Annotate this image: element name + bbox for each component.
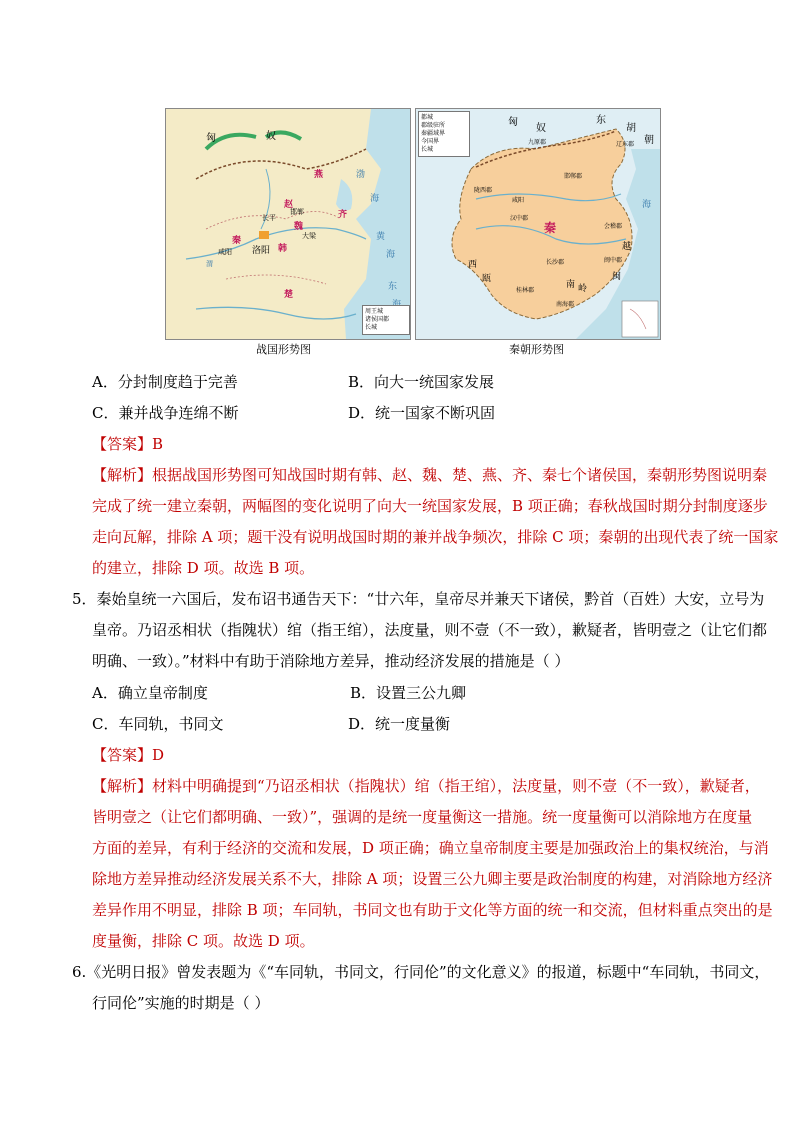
region-qin: 秦 — [544, 221, 557, 235]
label-hanzhong: 汉中郡 — [510, 215, 529, 222]
q5-option-c: C．车同轨，书同文 — [92, 715, 224, 733]
label-changping: 长平 — [262, 214, 276, 222]
sea-hai-2: 海 — [386, 250, 396, 260]
legend-item: 周王城 — [365, 308, 384, 315]
warring-states-legend — [362, 305, 410, 335]
legend-item: 长城 — [365, 324, 378, 331]
region-ou: 瓯 — [482, 274, 492, 284]
q5-stem-line-1: 5．秦始皇统一六国后，发布诏书通告天下：“廿六年，皇帝尽并兼天下诸侯，黔首（百姓）大安，立号为 — [72, 590, 765, 608]
state-han: 韩 — [278, 244, 288, 254]
q5-stem-line-2: 皇帝。乃诏丞相状（指隗状）绾（指王绾），法度量，则不壹（不一致），歉疑者，皆明壹之（让它们都 — [92, 621, 768, 639]
analysis-text: 根据战国形势图可知战国时期有韩、赵、魏、楚、燕、齐、秦七个诸侯国，秦朝形势图说明秦 — [152, 466, 768, 484]
region-nan: 南 — [566, 280, 576, 290]
label-longxi: 陇西郡 — [474, 187, 493, 194]
label-nanhai: 南海郡 — [556, 301, 575, 308]
q5-analysis-line-2: 皆明壹之（让它们都明确、一致）”，强调的是统一度量衡这一措施。统一度量衡可以消除地方在度量 — [92, 808, 753, 826]
state-chu: 楚 — [284, 290, 294, 300]
label-xianyang: 咸阳 — [512, 197, 525, 204]
q5-option-d: D．统一度量衡 — [348, 715, 451, 733]
q4-option-b: B．向大一统国家发展 — [348, 373, 495, 391]
legend-item: 长城 — [421, 146, 434, 153]
q4-option-c: C．兼并战争连绵不断 — [92, 404, 239, 422]
q5-analysis-line-6: 度量衡，排除 C 项。故选 D 项。 — [92, 932, 315, 950]
label-xiongnu-2: 奴 — [266, 131, 276, 142]
analysis-text: 材料中明确提到“乃诏丞相状（指隗状）绾（指王绾），法度量，则不壹（不一致），歉疑者， — [152, 777, 760, 795]
label-xianyang: 咸阳 — [218, 248, 232, 256]
q4-analysis-line-3: 走向瓦解，排除 A 项；题干没有说明战国时期的兼并战争频次，排除 C 项；秦朝的出现代表了统一国家 — [92, 528, 779, 546]
q5-analysis-line-3: 方面的差异，有利于经济的交流和发展，D 项正确；确立皇帝制度主要是加强政治上的集权统治，与消 — [92, 839, 769, 857]
region-hu: 胡 — [626, 123, 636, 134]
q6-stem-line-2: 行同伦”实施的时期是（ ） — [92, 994, 270, 1012]
state-zhao: 赵 — [284, 200, 294, 210]
region-xi: 西 — [468, 260, 478, 270]
q4-analysis-line-2: 完成了统一建立秦朝，两幅图的变化说明了向大一统国家发展，B 项正确；春秋战国时期分封制度逐步 — [92, 497, 768, 515]
answer-tag: 【答案】 — [92, 435, 153, 453]
analysis-tag: 【解析】 — [92, 777, 153, 795]
answer-tag: 【答案】 — [92, 746, 153, 764]
q4-analysis-line-1 — [92, 465, 767, 485]
q4-option-d: D．统一国家不断巩固 — [348, 404, 496, 422]
q4-option-a: A．分封制度趋于完善 — [92, 373, 238, 391]
legend-item: 都城 — [421, 114, 434, 121]
label-liaodong: 辽东郡 — [616, 141, 635, 148]
analysis-tag: 【解析】 — [92, 466, 153, 484]
label-luoyang: 洛阳 — [252, 246, 271, 256]
legend-item: 诸侯国都 — [365, 316, 390, 323]
region-min: 闽 — [612, 272, 622, 282]
q5-analysis-line-1 — [92, 776, 760, 796]
state-qin: 秦 — [232, 236, 242, 246]
label-wei-river: 渭 — [206, 260, 213, 268]
legend-item: 秦疆域界 — [421, 130, 446, 137]
label-xiongnu-1: 匈 — [206, 133, 216, 144]
state-yan: 燕 — [314, 170, 324, 180]
region-xiong: 匈 — [508, 117, 518, 128]
warring-states-map — [165, 108, 411, 340]
q4-answer — [92, 434, 163, 454]
q5-option-b: B．设置三公九卿 — [350, 684, 467, 702]
label-handan-jun: 邯郸郡 — [564, 173, 583, 180]
answer-value: D — [152, 746, 165, 764]
region-dong: 东 — [596, 115, 606, 126]
label-jiuyuan: 九原郡 — [528, 139, 547, 146]
region-nu: 奴 — [536, 123, 546, 134]
warring-states-map-caption: 战国形势图 — [256, 343, 311, 356]
label-sea: 海 — [642, 200, 652, 210]
sea-bo: 渤 — [356, 170, 366, 180]
region-yue: 越 — [622, 242, 632, 252]
label-handan: 邯郸 — [290, 208, 304, 216]
sea-huang: 黄 — [376, 232, 386, 242]
sea-dong: 东 — [388, 282, 398, 292]
region-ling: 岭 — [578, 284, 588, 294]
label-minzhong: 闽中郡 — [604, 257, 623, 264]
region-chao: 朝 — [644, 135, 654, 146]
label-guilin: 桂林郡 — [516, 287, 535, 294]
legend-item: 今国界 — [421, 138, 440, 145]
qin-dynasty-map — [415, 108, 661, 340]
q5-answer — [92, 745, 164, 765]
label-kuaiji: 会稽郡 — [604, 223, 623, 230]
qin-map-legend — [418, 111, 470, 157]
label-changsha: 长沙郡 — [546, 259, 565, 266]
state-qi: 齐 — [338, 210, 348, 220]
state-wei: 魏 — [294, 222, 304, 232]
answer-value: B — [152, 435, 164, 453]
label-daliang: 大梁 — [302, 232, 316, 240]
q5-analysis-line-4: 除地方差异推动经济发展关系不大，排除 A 项；设置三公九卿主要是政治制度的构建，对消除地方经济 — [92, 870, 773, 888]
legend-item: 郡级驻所 — [421, 122, 446, 129]
q5-option-a: A．确立皇帝制度 — [92, 684, 208, 702]
q6-stem-line-1: 6.《光明日报》曾发表题为《“车同轨，书同文，行同伦”的文化意义》的报道，标题中“车同轨，书同文， — [72, 963, 770, 981]
q5-analysis-line-5: 差异作用不明显，排除 B 项；车同轨，书同文也有助于文化等方面的统一和交流，但材料重点突出的是 — [92, 901, 773, 919]
qin-dynasty-map-caption: 秦朝形势图 — [509, 343, 564, 356]
q4-analysis-line-4: 的建立，排除 D 项。故选 B 项。 — [92, 559, 315, 577]
q5-stem-line-3: 明确、一致）。”材料中有助于消除地方差异，推动经济发展的措施是（ ） — [92, 652, 570, 670]
sea-hai-1: 海 — [370, 194, 380, 204]
